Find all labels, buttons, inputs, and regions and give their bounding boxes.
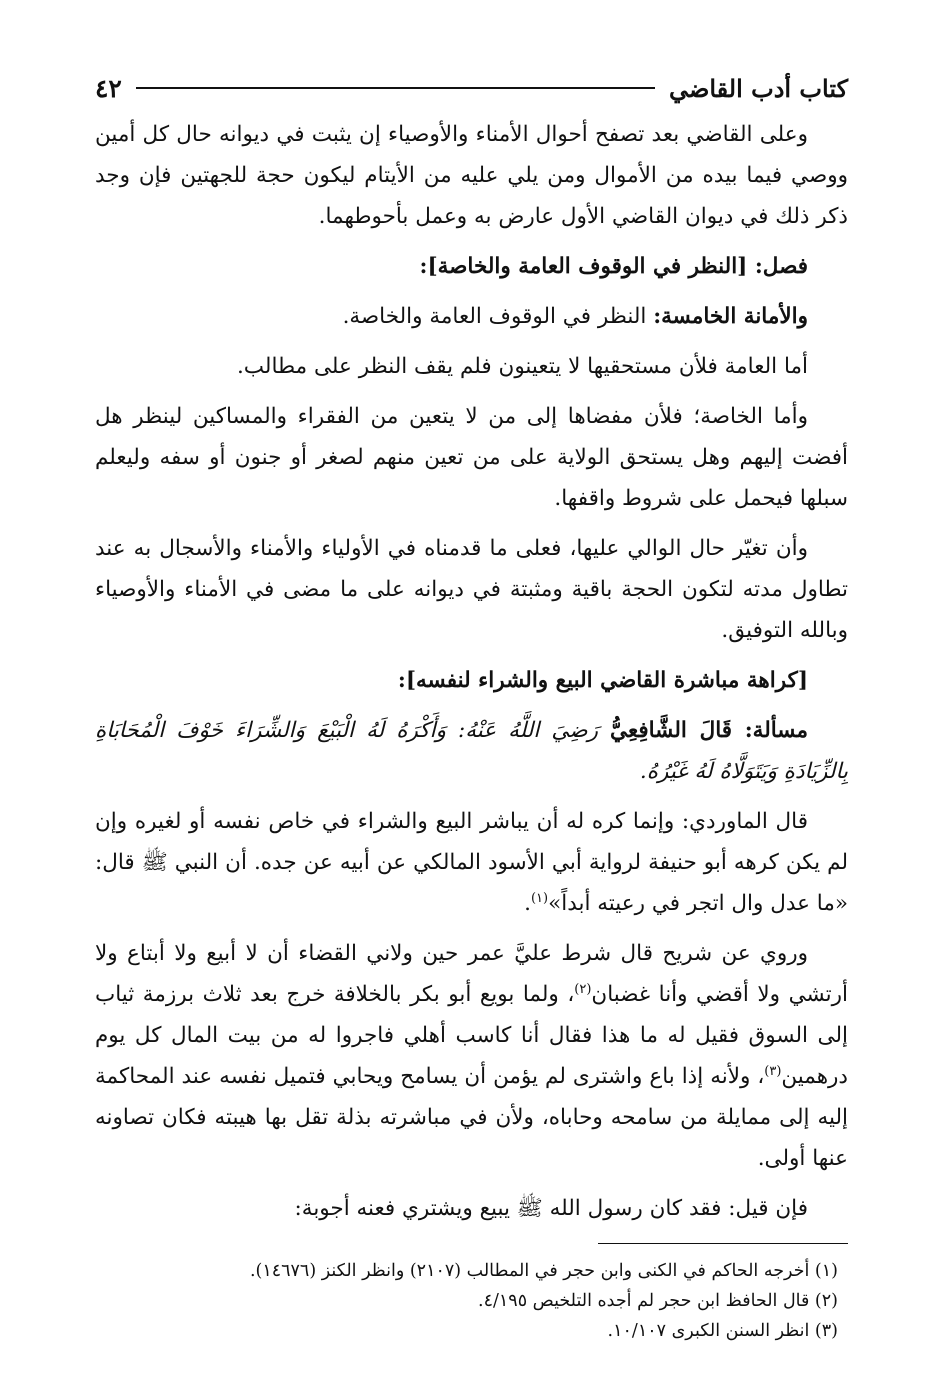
footnote-ref: (٣) (764, 1063, 782, 1079)
section-heading: فصل: [النظر في الوقوف العامة والخاصة]: (419, 254, 808, 279)
page-number: ٤٢ (95, 73, 122, 103)
paragraph: أما العامة فلأن مستحقيها لا يتعينون فلم يقف النظر على مطالب. (236, 354, 808, 379)
paragraph-text: وروي عن شريح قال شرط عليَّ عمر حين ولاني القضاء أن لا أبيع ولا أبتاع ولا أرتشي ولا أقضي وأنا غضبان (95, 941, 849, 1007)
footnotes (95, 1256, 848, 1346)
paragraph: وأن تغيّر حال الوالي عليها، فعلى ما قدمناه في الأولياء والأمناء والأسجال به عند تطاول مدته لتكون الحجة باقية ومثبتة في ديوانه على ما مضى في الأمناء والأوصياء وبالله التوفيق. (95, 536, 848, 643)
paragraph: وأما الخاصة؛ فلأن مفضاها إلى من لا يتعين من الفقراء والمساكين لينظر هل أفضت إليهم وهل يستحق الولاية على من تعين منهم لصغر أو جنون أو سفه وليعلم سبلها فيحمل على شروط واقفها. (95, 404, 848, 511)
footnote-ref: (١) (530, 890, 549, 906)
paragraph-text: . (524, 891, 531, 916)
paragraph-text: النظر في الوقوف العامة والخاصة. (342, 304, 654, 329)
paragraph-text: قال الماوردي: وإنما كره له أن يباشر البيع والشراء في خاص نفسه أو لغيره وإن لم يكن كرهه أبو حنيفة لرواية أبي الأسود المالكي عن أبيه عن جده. أن النبي ﷺ قال: «ما عدل وال اتجر في رعيته أبداً» (95, 809, 848, 916)
paragraph-text: ، ولأنه إذا باع واشترى لم يؤمن أن يسامح ويحابي فتميل نفسه عند المحاكمة إليه إلى ممايلة من سامحه وحاباه، ولأن في مباشرته بذلة تقل بها هيبته فكان تصاونه عنها أولى. (95, 1064, 848, 1171)
running-header (95, 70, 848, 106)
footnote: (٢) قال الحافظ ابن حجر لم أجده التلخيص ٤/١٩٥. (478, 1291, 838, 1311)
paragraph: وعلى القاضي بعد تصفح أحوال الأمناء والأوصياء إن يثبت في ديوانه حال كل أمين ووصي فيما بيده من الأموال ومن يلي عليه من الأيتام ليكون حجة للجهتين فإن وجد ذكر ذلك في ديوان القاضي الأول عارض به وعمل بأحوطهما. (95, 122, 848, 229)
paragraph: فإن قيل: فقد كان رسول الله ﷺ يبيع ويشتري فعنه أجوبة: (294, 1196, 808, 1221)
paragraph (95, 933, 848, 1179)
paragraph (95, 801, 848, 924)
paragraph (95, 296, 848, 337)
paragraph-lead: مسألة: قَالَ الشَّافِعِيُّ (610, 718, 808, 743)
paragraph-lead: والأمانة الخامسة: (653, 304, 808, 329)
header-rule (136, 87, 655, 89)
book-title: كتاب أدب القاضي (668, 73, 848, 103)
quoted-text: رَضِيَ اللَّهُ عَنْهُ: وَأَكْرَهُ لَهُ الْبَيْعَ وَالشِّرَاءَ خَوْفَ الْمُحَابَاةِ بِالزِّيَادَةِ وَيَتَوَلَّاهُ لَهُ غَيْرُهُ. (95, 718, 848, 784)
paragraph (95, 710, 848, 792)
footnote-ref: (٢) (574, 981, 592, 997)
footnote: (٣) انظر السنن الكبرى ١٠/١٠٧. (607, 1321, 838, 1341)
subheading: [كراهة مباشرة القاضي البيع والشراء لنفسه]: (397, 668, 808, 693)
footnote-rule (598, 1243, 848, 1244)
footnote: (١) أخرجه الحاكم في الكنى وابن حجر في المطالب (٢١٠٧) وانظر الكنز (١٤٦٧٦). (249, 1261, 838, 1281)
paragraph-text: ، ولما بويع أبو بكر بالخلافة خرج بعد ثلاث برزمة ثياب إلى السوق فقيل له ما هذا فقال أنا كاسب أهلي فاجروا له من بيت المال كل يوم درهمين (95, 982, 848, 1089)
body-text (95, 114, 848, 1229)
